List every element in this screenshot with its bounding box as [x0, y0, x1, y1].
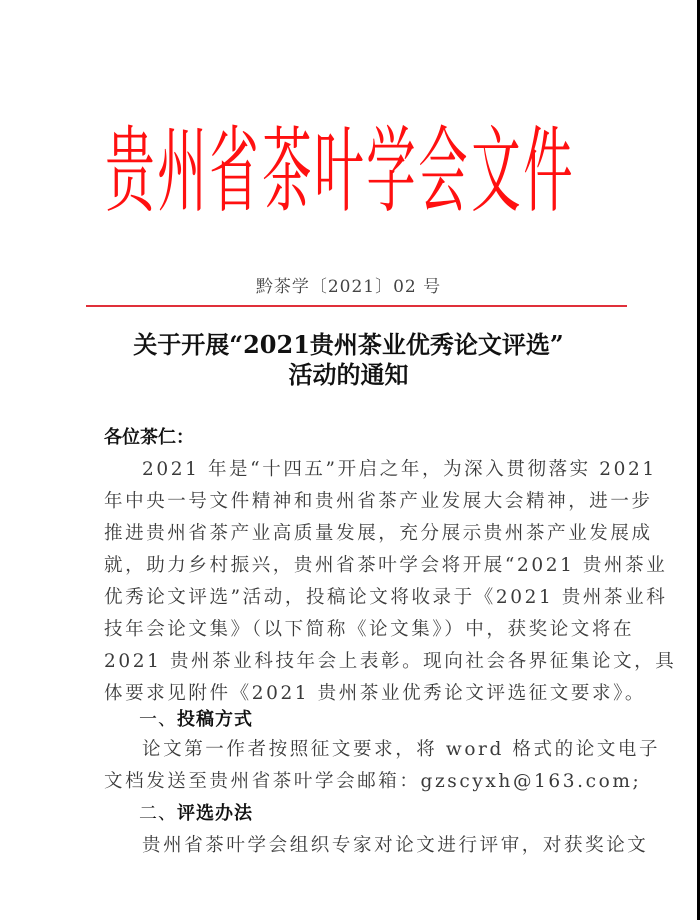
paragraph-line: 年中央一号文件精神和贵州省茶产业发展大会精神，进一步 [104, 491, 653, 512]
red-divider-rule [86, 305, 627, 307]
masthead-char: 州 [157, 119, 207, 227]
masthead-char: 文 [470, 119, 521, 227]
paragraph-line: 2021 年是“十四五”开启之年，为深入贯彻落实 2021 [142, 459, 657, 480]
masthead-char: 茶 [262, 119, 312, 227]
document-title [0, 330, 697, 390]
title-line-1: 关于开展“2021贵州茶业优秀论文评选” [133, 330, 564, 359]
masthead-char: 件 [523, 119, 573, 227]
paragraph-line: 贵州省茶叶学会组织专家对论文进行评审，对获奖论文 [142, 835, 649, 856]
salutation: 各位茶仁： [104, 427, 194, 448]
title-line-2: 活动的通知 [288, 360, 409, 389]
section-number: 一、 [139, 709, 177, 730]
paragraph-line: 就，助力乡村振兴，贵州省茶叶学会将开展“2021 贵州茶业 [104, 555, 668, 576]
document-number: 黔茶学〔2021〕02 号 [255, 277, 442, 297]
masthead-char: 叶 [314, 119, 364, 227]
section-number: 二、 [139, 803, 177, 824]
paragraph-line: 论文第一作者按照征文要求，将 word 格式的论文电子 [142, 739, 661, 760]
paragraph-line: 技年会论文集》（以下简称《论文集》）中，获奖论文将在 [104, 619, 635, 640]
paragraph-line: 2021 贵州茶业科技年会上表彰。现向社会各界征集论文，具 [104, 651, 677, 672]
masthead-red-header [104, 118, 574, 228]
paragraph-line: 推进贵州省茶产业高质量发展，充分展示贵州茶产业发展成 [104, 523, 653, 544]
section-heading-text: 评选办法 [177, 803, 253, 824]
masthead-char: 会 [418, 119, 469, 227]
section-heading-submission [139, 706, 253, 734]
masthead-char: 贵 [105, 119, 155, 227]
masthead-char: 省 [209, 119, 260, 227]
paragraph-line: 文档发送至贵州省茶叶学会邮箱：gzscyxh@163.com; [104, 771, 642, 792]
paragraph-line: 优秀论文评选”活动，投稿论文将收录于《2021 贵州茶业科 [104, 587, 668, 608]
paragraph-line: 体要求见附件《2021 贵州茶业优秀论文评选征文要求》。 [104, 683, 647, 704]
section-heading-evaluation [139, 800, 253, 828]
section-heading-text: 投稿方式 [177, 709, 253, 730]
masthead-char: 学 [366, 119, 416, 227]
